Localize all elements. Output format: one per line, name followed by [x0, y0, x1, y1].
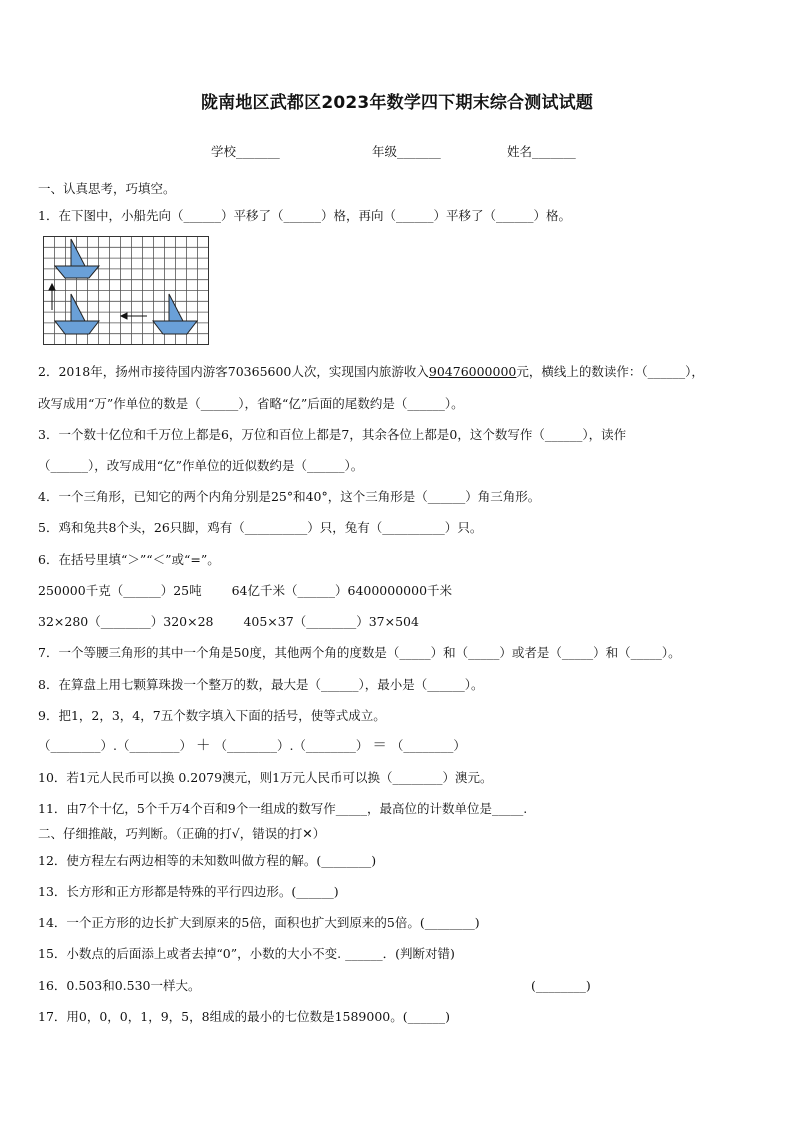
grade-field[interactable]: 年级_______: [372, 144, 441, 159]
question-6-item-d: 405×37（________）37×504: [243, 614, 419, 629]
question-9: 9．把1，2，3，4，7五个数字填入下面的括号，使等式成立。: [38, 708, 386, 723]
question-2-line-2: 改写成用“万”作单位的数是（______），省略“亿”后面的尾数约是（______）。: [38, 396, 464, 411]
boat-icon-bottom-right: [153, 294, 197, 334]
question-2-line-1: [38, 364, 768, 380]
left-arrow-icon: [121, 313, 147, 319]
question-13: 13．长方形和正方形都是特殊的平行四边形。(______): [38, 884, 339, 899]
up-arrow-icon: [49, 284, 55, 310]
question-6-row-1: [38, 583, 768, 599]
question-1: 1．在下图中，小船先向（______）平移了（______）格，再向（______）平移了（______）格。: [38, 208, 571, 223]
question-6-item-c: 32×280（________）320×28: [38, 614, 214, 629]
equals-sign: ＝: [372, 738, 387, 754]
question-6-item-a: 250000千克（______）25吨: [38, 583, 202, 598]
question-6: 6．在括号里填“＞”“＜”或“=”。: [38, 552, 220, 567]
boat-grid-figure: [43, 236, 211, 346]
question-16-blank: (________): [531, 978, 591, 993]
section-2-heading: 二、仔细推敲，巧判断。（正确的打√，错误的打✕）: [38, 826, 326, 841]
question-8: 8．在算盘上用七颗算珠拨一个整万的数，最大是（______），最小是（______）。: [38, 677, 484, 692]
question-4: 4．一个三角形，已知它的两个内角分别是25°和40°，这个三角形是（______）角三角形。: [38, 489, 541, 504]
boat-icon-bottom-left: [55, 294, 99, 334]
school-field[interactable]: 学校_______: [211, 144, 280, 159]
question-11: 11．由7个十亿，5个千万4个百和9个一组成的数写作_____，最高位的计数单位是_____.: [38, 801, 528, 816]
question-9-equation: [38, 738, 768, 754]
question-5: 5．鸡和兔共8个头，26只脚，鸡有（__________）只，兔有（__________）只。: [38, 520, 483, 535]
question-3-line-2: （______），改写成用“亿”作单位的近似数约是（______）。: [38, 458, 364, 473]
page-title: 陇南地区武都区2023年数学四下期末综合测试试题: [200, 93, 594, 113]
question-2-text-b: 元，横线上的数读作：（______），: [516, 364, 704, 379]
question-16: 16．0.503和0.530一样大。: [38, 978, 201, 993]
question-12: 12．使方程左右两边相等的未知数叫做方程的解。(________): [38, 853, 377, 868]
question-17: 17．用0，0，0，1，9，5，8组成的最小的七位数是1589000。(______): [38, 1009, 451, 1024]
equation-term-1: （________）.（________）: [38, 738, 192, 753]
section-1-heading: 一、认真思考，巧填空。: [38, 181, 176, 196]
name-field[interactable]: 姓名_______: [507, 144, 576, 159]
question-7: 7．一个等腰三角形的其中一个角是50度，其他两个角的度数是（_____）和（_____）或者是（_____）和（_____）。: [38, 645, 681, 660]
equation-term-2: （________）.（________）: [214, 738, 369, 753]
question-2-text-a: 2．2018年，扬州市接待国内游客70365600人次，实现国内旅游收入: [38, 364, 429, 379]
plus-sign: ＋: [195, 738, 211, 754]
question-6-item-b: 64亿千米（______）6400000000千米: [231, 583, 453, 598]
question-14: 14．一个正方形的边长扩大到原来的5倍，面积也扩大到原来的5倍。(________): [38, 915, 480, 930]
question-2-underlined-number: 90476000000: [428, 364, 517, 379]
equation-result: （________）: [390, 738, 466, 753]
question-10: 10．若1元人民币可以换 0.2079澳元，则1万元人民币可以换（________）澳元。: [38, 770, 493, 785]
question-6-row-2: [38, 614, 768, 630]
question-3-line-1: 3．一个数十亿位和千万位上都是6，万位和百位上都是7，其余各位上都是0，这个数写作（______），读作: [38, 427, 627, 442]
question-15: 15．小数点的后面添上或者去掉“0”，小数的大小不变. ______．(判断对错): [38, 946, 455, 961]
